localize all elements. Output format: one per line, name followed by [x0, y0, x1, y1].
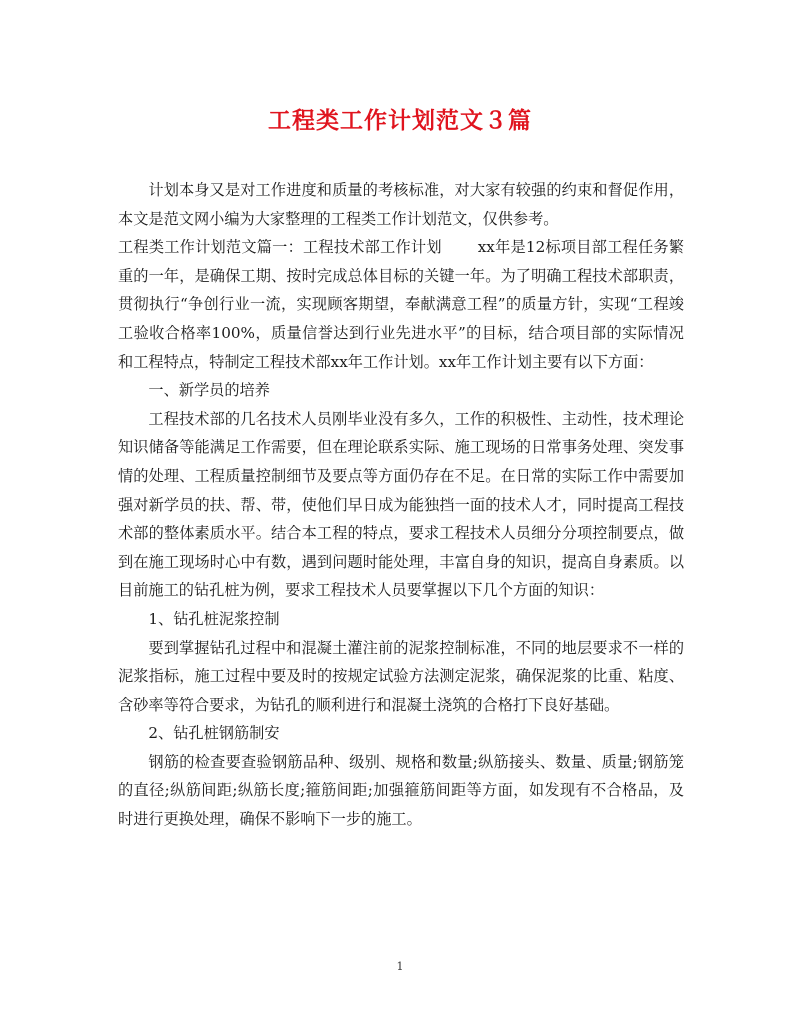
intro-paragraph: 计划本身又是对工作进度和质量的考核标准，对大家有较强的约束和督促作用，本文是范文网小编为大家整理的工程类工作计划范文，仅供参考。 — [118, 181, 684, 228]
section-paragraph — [118, 233, 684, 376]
paragraph-new-trainees: 工程技术部的几名技术人员刚毕业没有多久，工作的积极性、主动性，技术理论知识储备等能满足工作需要，但在理论联系实际、施工现场的日常事务处理、突发事情的处理、工程质量控制细节及要点等方面仍存在不足。在日常的实际工作中需要加强对新学员的扶、帮、带，使他们早日成为能独挡一面的技术人才，同时提高工程技术部的整体素质水平。结合本工程的特点，要求工程技术人员细分分项控制要点，做到在施工现场时心中有数，遇到问题时能处理，丰富自身的知识，提高自身素质。以目前施工的钻孔桩为例，要求工程技术人员要掌握以下几个方面的知识： — [118, 409, 684, 600]
page-number: 1 — [396, 960, 404, 973]
heading-rebar-installation: 2、钻孔桩钢筋制安 — [148, 724, 280, 743]
heading-mud-control: 1、钻孔桩泥浆控制 — [148, 609, 280, 628]
document-body — [118, 176, 684, 834]
document-title: 工程类工作计划范文３篇 — [268, 107, 532, 134]
section-title: 工程类工作计划范文篇一：工程技术部工作计划 — [118, 238, 442, 257]
heading-new-trainees: 一、新学员的培养 — [148, 381, 270, 400]
section-body: xx年是12标项目部工程任务繁重的一年，是确保工期、按时完成总体目标的关键一年。为了明确工程技术部职责，贯彻执行“争创行业一流，实现顾客期望，奉献满意工程”的质量方针，实现“工程竣工验收合格率100%，质量信誉达到行业先进水平”的目标，结合项目部的实际情况和工程特点，特制定工程技术部xx年工作计划。xx年工作计划主要有以下方面： — [118, 238, 684, 371]
paragraph-rebar-installation: 钢筋的检查要查验钢筋品种、级别、规格和数量;纵筋接头、数量、质量;钢筋笼的直径;纵筋间距;纵筋长度;箍筋间距;加强箍筋间距等方面，如发现有不合格品，及时进行更换处理，确保不影响下一步的施工。 — [118, 752, 684, 829]
paragraph-mud-control: 要到掌握钻孔过程中和混凝土灌注前的泥浆控制标准，不同的地层要求不一样的泥浆指标，施工过程中要及时的按规定试验方法测定泥浆，确保泥浆的比重、粘度、含砂率等符合要求，为钻孔的顺利进行和混凝土浇筑的合格打下良好基础。 — [118, 638, 684, 714]
